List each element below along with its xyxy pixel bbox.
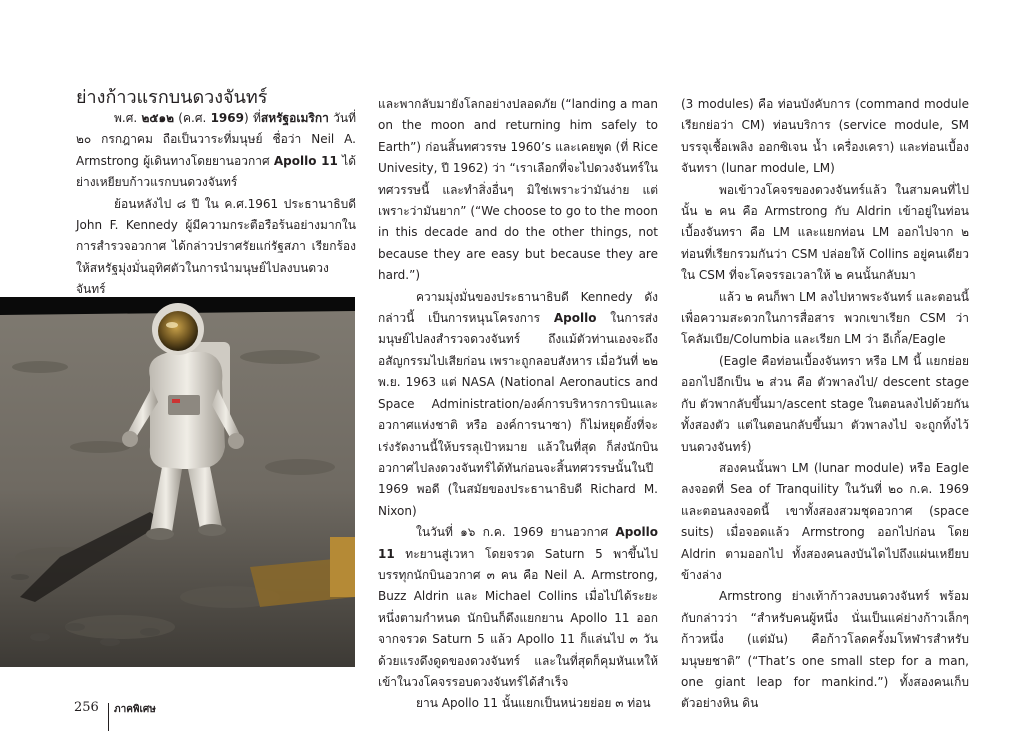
paragraph: (Eagle คือท่อนเบื้องจันทรา หรือ LM นี้ แยกย่อยออกไปอีกเป็น ๒ ส่วน คือ ตัวพาลงไป/ descent stage กับ ตัวพากลับขึ้นมา/ascent stage ในตอนลงไปด้วยกันทั้งสองตัว แต่ในตอนกลับขึ้นมา ตัวพาลงไป จะถูกทิ้งไว้บนดวงจันทร์) <box>681 353 969 454</box>
text-bold: Apollo 11 <box>273 153 338 168</box>
text-column-2 <box>378 94 658 715</box>
text-run: ) ที่ <box>243 111 261 125</box>
text-run: วันที่ ๒๐ กรกฎาคม ถือเป็นวาระที่มนุษย์ ชื่อว่า Neil A. Armstrong ผู้เดินทางโดยยานอวกาศ <box>76 111 356 168</box>
text-column-1 <box>76 108 356 301</box>
text-bold: Apollo <box>553 311 597 326</box>
paragraph: (3 modules) คือ ท่อนบังคับการ (command module เรียกย่อว่า CM) ท่อนบริการ (service module, SM บรรจุเชื้อเพลิง ออกซิเจน น้ำ เครื่องเครา) และท่อนเบื้องจันทรา (lunar module, LM) <box>681 97 969 176</box>
text-run: ทะยานสู่เวหา โดยจรวด Saturn 5 พาขึ้นไป บรรทุกนักบินอวกาศ ๓ คน คือ Neil A. Armstrong, Buzz Aldrin และ Michael Collins เมื่อไปได้ระยะหนึ่งตามกำหนด นักบินก็ดึงแยกยาน Apollo 11 ออกจากจรวด Saturn 5 แล้ว Apollo 11 ก็แล่นไป ๓ วัน ด้วยแรงดึงดูดของดวงจันทร์ และในที่สุดก็คุมหันเหให้เข้าในวงโคจรรอบดวงจันทร์ได้สำเร็จ <box>378 546 658 689</box>
page-number: 256 <box>74 700 99 715</box>
paragraph: ยาน Apollo 11 นั้นแยกเป็นหน่วยย่อย ๓ ท่อน <box>416 696 651 711</box>
text-run: ในวันที่ ๑๖ ก.ค. 1969 ยานอวกาศ <box>416 525 616 540</box>
text-run: พ.ศ. <box>114 111 142 125</box>
paragraph <box>378 287 658 522</box>
astronaut-on-moon-photo <box>0 297 355 667</box>
text-run: ในการส่งมนุษย์ไปลงสำรวจดวงจันทร์ ถึงแม้ตัวท่านเองจะถึงอสัญกรรมไปเสียก่อน เพราะถูกลอบสังหาร เมื่อวันที่ ๒๒ พ.ย. 1963 แต่ NASA (National Aeronautics and Space Administration/องค์การบริหารการบินและอวกาศแห่งชาติ หรือ องค์การนาซา) ก็ไม่หยุดยั้งที่จะเร่งรัดงานนี้ให้บรรลุเป้าหมาย แล้วในที่สุด ก็ส่งนักบินอวกาศไปลงดวงจันทร์ได้ทันก่อนจะสิ้นทศวรรษนั้นในปี 1969 พอดี (ในสมัยของประธานาธิบดี Richard M. Nixon) <box>378 311 658 518</box>
article-title: ย่างก้าวแรกบนดวงจันทร์ <box>76 87 268 108</box>
paragraph: แล้ว ๒ คนก็พา LM ลงไปหาพระจันทร์ และตอนนี้ เพื่อความสะดวกในการสื่อสาร พวกเขาเรียก CSM ว่า โคลัมเบีย/Columbia และเรียก LM ว่า อีเกิ้ล/Eagle <box>681 289 969 347</box>
text-bold: ๒๕๑๒ <box>141 111 174 125</box>
paragraph: และพากลับมายังโลกอย่างปลอดภัย (“landing a man on the moon and returning him safely to Earth”) ก่อนสิ้นทศวรรษ 1960’s และเคยพูด (ที่ Rice Univesity, ปี 1962) ว่า “เราเลือกที่จะไปดวงจันทร์ในทศวรรษนี้ และทำสิ่งอื่นๆ มิใช่เพราะว่ามันง่าย แต่เพราะว่ามันยาก” (“We choose to go to the moon in this decade and do the other things, not because they are easy but because they are hard.”) <box>378 97 658 283</box>
paragraph <box>76 108 356 194</box>
text-run: ได้ย่างเหยียบก้าวแรกบนดวงจันทร์ <box>76 153 356 190</box>
text-run: (ค.ศ. <box>174 111 211 125</box>
paragraph: Armstrong ย่างเท้าก้าวลงบนดวงจันทร์ พร้อมกับกล่าวว่า “สำหรับคนผู้หนึ่ง นั่นเป็นแค่ย่างก้าวเล็กๆ ก้าวหนึ่ง (แต่มัน) คือก้าวโลดครั้งมโหฬารสำหรับมนุษยชาติ” (“That’s one small step for a man, one giant leap for mankind.”) ทั้งสองคนเก็บตัวอย่างหิน ดิน <box>681 589 969 711</box>
section-name: ภาคพิเศษ <box>114 704 156 715</box>
paragraph: พอเข้าวงโคจรของดวงจันทร์แล้ว ในสามคนที่ไปนั้น ๒ คน คือ Armstrong กับ Aldrin เข้าอยู่ในท่อนเบื้องจันทรา คือ LM และแยกท่อน LM ออกไปจาก ๒ ท่อนที่เรียกรวมกันว่า CSM ปล่อยให้ Collins อยู่คนเดียวใน CSM ที่จะโคจรรอเวลาให้ ๒ คนนั้นกลับมา <box>681 182 969 283</box>
astronaut-illustration <box>0 297 355 667</box>
text-bold: Apollo 11 <box>378 525 658 561</box>
text-column-3 <box>681 94 969 715</box>
text-run: ความมุ่งมั่นของประธานาธิบดี Kennedy ดังกล่าวนี้ เป็นการหนุนโครงการ <box>378 289 658 326</box>
text-bold: สหรัฐอเมริกา <box>260 111 329 125</box>
paragraph: ย้อนหลังไป ๘ ปี ใน ค.ศ.1961 ประธานาธิบดี John F. Kennedy ผู้มีความกระตือรือร้นอย่างมากในการสำรวจอวกาศ ได้กล่าวปราศรัยแก่รัฐสภา เรียกร้องให้สหรัฐมุ่งมั่นอุทิศตัวในการนำมนุษย์ไปลงบนดวงจันทร์ <box>76 196 356 297</box>
footer-divider <box>108 703 109 731</box>
paragraph: สองคนนั้นพา LM (lunar module) หรือ Eagle ลงจอดที่ Sea of Tranquility ในวันที่ ๒๐ ก.ค. 1969 และตอนลงจอดนี้ เขาทั้งสองสวมชุดอวกาศ (space suits) เมื่อจอดแล้ว Armstrong ออกไปก่อน โดย Aldrin ตามออกไป ทั้งสองคนลงบันไดไปถึงแผ่นเหยียบข้างล่าง <box>681 460 969 582</box>
text-bold: 1969 <box>210 111 244 125</box>
paragraph <box>378 522 658 693</box>
